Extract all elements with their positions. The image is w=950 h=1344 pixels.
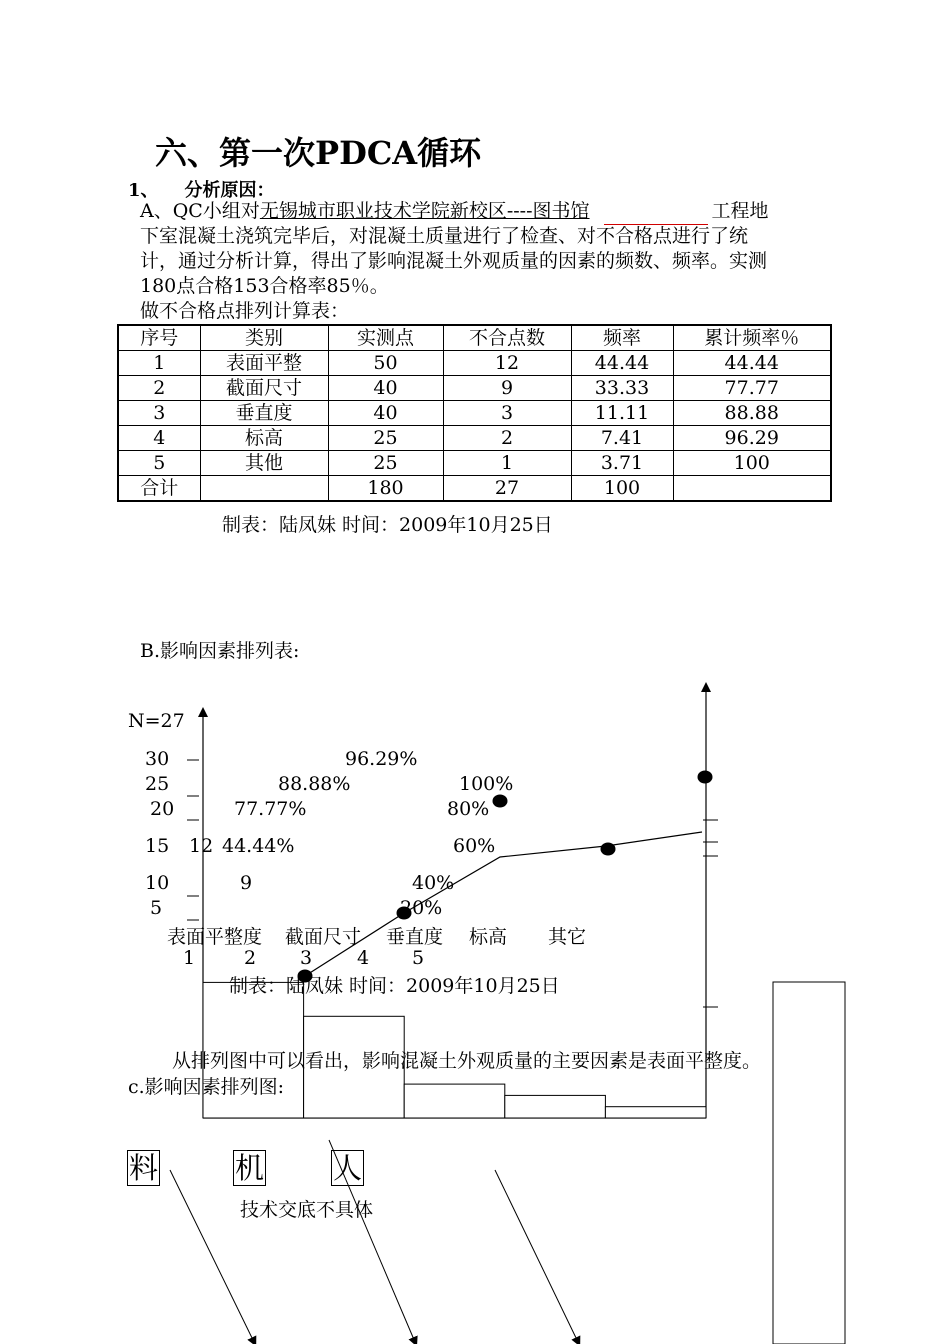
table-cell: 44.44 — [673, 351, 831, 376]
right-tick-label: 20% — [400, 897, 443, 919]
category-label: 其它 — [548, 926, 587, 948]
table-cell: 25 — [328, 426, 443, 451]
cumulative-label: 88.88% — [278, 773, 351, 795]
category-number: 3 — [300, 947, 313, 969]
header-cell: 不合点数 — [443, 325, 571, 351]
table-cell: 88.88 — [673, 401, 831, 426]
bar-value-label: 12 — [189, 835, 214, 857]
n-total-label: N=27 — [128, 710, 185, 732]
header-cell: 类别 — [200, 325, 328, 351]
table-cell: 40 — [328, 401, 443, 426]
right-tick-label: 80% — [447, 798, 490, 820]
fishbone-cause-note: 技术交底不具体 — [240, 1199, 374, 1221]
pareto-bar — [605, 1107, 706, 1118]
y-tick-label: 15 — [145, 835, 170, 857]
fishbone-arrows — [170, 1140, 578, 1342]
table-cell: 1 — [118, 351, 200, 376]
category-label: 垂直度 — [386, 926, 444, 948]
fishbone-label-material: 料 — [129, 1151, 159, 1185]
cumulative-point — [698, 771, 713, 784]
category-number: 2 — [244, 947, 257, 969]
side-frame-box — [773, 982, 845, 1344]
intro-suffix: 工程地 — [711, 200, 769, 222]
table-cell: 7.41 — [571, 426, 673, 451]
fishbone-label-people: 人 — [333, 1151, 363, 1185]
table-cell: 33.33 — [571, 376, 673, 401]
category-number: 5 — [412, 947, 425, 969]
cumulative-point — [601, 843, 616, 856]
table-cell: 12 — [443, 351, 571, 376]
y-tick-label: 10 — [145, 872, 170, 894]
chart-maker-note: 制表：陆凤妹 时间：2009年10月25日 — [229, 975, 560, 997]
category-label: 标高 — [469, 926, 508, 948]
category-number: 1 — [183, 947, 196, 969]
fishbone-label-machine: 机 — [235, 1151, 265, 1185]
right-tick-label: 40% — [412, 872, 455, 894]
table-cell: 2 — [118, 376, 200, 401]
table-cell: 1 — [443, 451, 571, 476]
table-cell: 9 — [443, 376, 571, 401]
section-b-heading: B.影响因素排列表: — [140, 640, 300, 662]
table-cell: 100 — [673, 451, 831, 476]
table-cell: 4 — [118, 426, 200, 451]
section-number: 1、 — [128, 180, 159, 201]
table-cell: 3 — [443, 401, 571, 426]
intro-line-3: 计，通过分析计算，得出了影响混凝土外观质量的因素的频数、频率。实测 — [140, 250, 768, 272]
cumulative-label: 77.77% — [234, 798, 307, 820]
table-cell: 40 — [328, 376, 443, 401]
category-label: 表面平整度 — [167, 926, 263, 948]
pareto-bar — [404, 1084, 505, 1118]
intro-line-4: 180点合格153合格率85％。 — [140, 275, 389, 297]
header-cell: 累计频率％ — [673, 325, 831, 351]
table-maker-note: 制表：陆凤妹 时间：2009年10月25日 — [222, 514, 553, 536]
y-tick-label: 5 — [150, 897, 163, 919]
cumulative-label: 44.44% — [222, 835, 295, 857]
cumulative-point — [493, 795, 508, 808]
table-cell: 44.44 — [571, 351, 673, 376]
header-cell: 序号 — [118, 325, 200, 351]
fishbone-arrow-people — [495, 1170, 578, 1342]
table-cell: 合计 — [118, 476, 200, 502]
table-cell: 其他 — [200, 451, 328, 476]
cumulative-label: 96.29% — [345, 748, 418, 770]
table-cell: 100 — [571, 476, 673, 502]
intro-line-2: 下室混凝土浇筑完毕后，对混凝土质量进行了检查、对不合格点进行了统 — [140, 225, 749, 247]
table-intro: 做不合格点排列计算表： — [140, 300, 350, 322]
right-tick-label: 100% — [459, 773, 514, 795]
right-tick-label: 60% — [453, 835, 496, 857]
section-label: 分析原因： — [184, 180, 275, 201]
conclusion-text: 从排列图中可以看出，影响混凝土外观质量的主要因素是表面平整度。 — [172, 1050, 762, 1072]
table-cell: 25 — [328, 451, 443, 476]
pareto-bar — [505, 1095, 606, 1118]
table-cell: 垂直度 — [200, 401, 328, 426]
bar-value-label: 9 — [240, 872, 253, 894]
header-cell: 实测点 — [328, 325, 443, 351]
y-tick-label: 30 — [145, 748, 170, 770]
project-name: 无锡城市职业技术学院新校区----图书馆 — [259, 200, 590, 222]
page-title: 六、第一次PDCA循环 — [155, 134, 482, 172]
y-tick-label: 25 — [145, 773, 170, 795]
table-cell: 77.77 — [673, 376, 831, 401]
table-cell: 5 — [118, 451, 200, 476]
category-number: 4 — [357, 947, 370, 969]
table-cell: 180 — [328, 476, 443, 502]
category-label: 截面尺寸 — [285, 926, 362, 948]
table-cell: 96.29 — [673, 426, 831, 451]
section-c-heading: c.影响因素排列图: — [128, 1076, 285, 1098]
table-cell: 3.71 — [571, 451, 673, 476]
table-cell: 27 — [443, 476, 571, 502]
table-cell: 11.11 — [571, 401, 673, 426]
intro-prefix: A、QC小组对 — [140, 200, 260, 222]
header-cell: 频率 — [571, 325, 673, 351]
table-cell: 2 — [443, 426, 571, 451]
table-cell: 3 — [118, 401, 200, 426]
y-tick-label: 20 — [150, 798, 175, 820]
table-cell: 表面平整 — [200, 351, 328, 376]
table-cell: 截面尺寸 — [200, 376, 328, 401]
table-cell: 标高 — [200, 426, 328, 451]
table-cell: 50 — [328, 351, 443, 376]
